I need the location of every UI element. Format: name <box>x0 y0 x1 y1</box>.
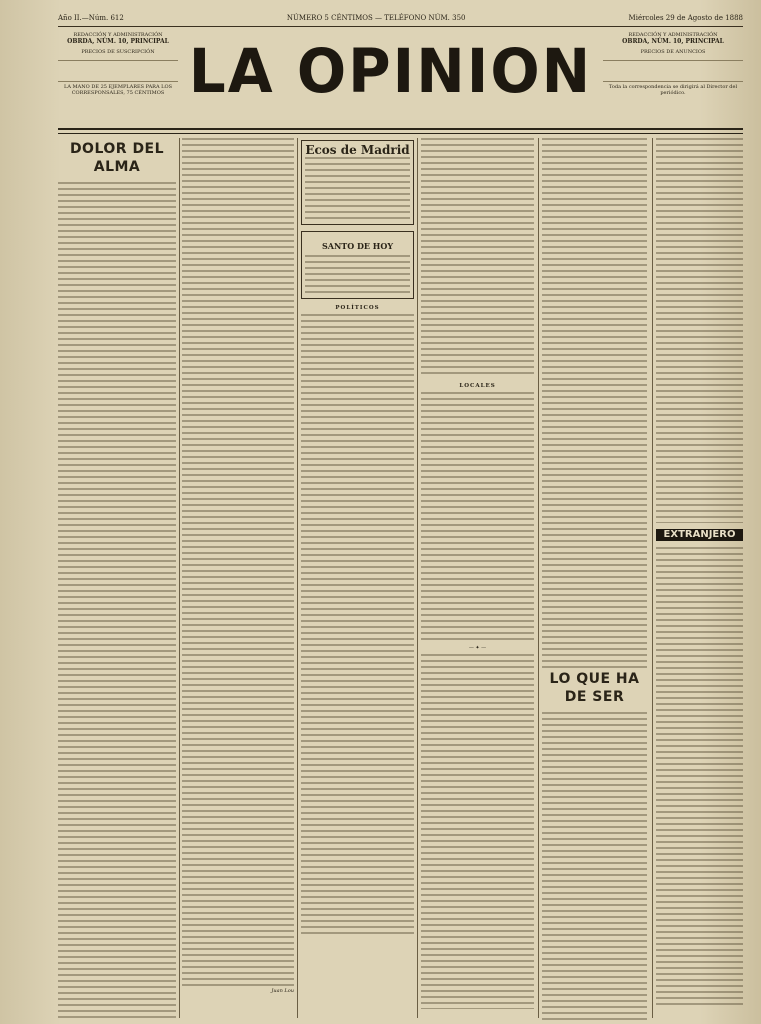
ads-table <box>603 60 743 82</box>
article-body-filler <box>542 712 647 1020</box>
column-4 <box>421 138 534 1020</box>
masthead <box>58 32 743 112</box>
issue-number: Año II.—Núm. 612 <box>58 14 124 22</box>
column-6 <box>656 138 743 1020</box>
column-3 <box>301 138 414 1020</box>
ecos-title: Ecos de Madrid <box>305 143 410 157</box>
article-body-filler <box>656 138 743 523</box>
column-1 <box>58 138 176 1020</box>
right-footer: Toda la correspondencia se dirigirá al Director del periódico. <box>608 83 738 96</box>
price-phone: NÚMERO 5 CÉNTIMOS — TELÉFONO NÚM. 350 <box>286 14 466 22</box>
column-2 <box>182 138 294 1020</box>
locales-title: LOCALES <box>459 383 496 389</box>
left-heading: REDACCIÓN Y ADMINISTRACIÓN <box>73 32 163 38</box>
santo-box <box>301 231 414 299</box>
article-body-filler <box>182 138 294 988</box>
right-body: PRECIOS DE ANUNCIOS <box>640 49 706 55</box>
article-body-filler <box>58 182 176 1020</box>
subscription-table <box>58 60 178 82</box>
locales-body <box>421 392 534 642</box>
politicos-body <box>301 314 414 934</box>
article-body-filler <box>421 138 534 378</box>
right-address: OBRDA, NÚM. 10, PRINCIPAL <box>622 37 724 45</box>
issue-date: Miércoles 29 de Agosto de 1888 <box>628 14 743 22</box>
masthead-left-box <box>58 32 178 97</box>
masthead-rule <box>58 128 743 134</box>
right-heading: REDACCIÓN Y ADMINISTRACIÓN <box>628 32 718 38</box>
top-info-line <box>58 14 743 27</box>
article-body-filler <box>656 547 743 1007</box>
santo-title: SANTO DE HOY <box>321 241 394 252</box>
ecos-box <box>301 140 414 225</box>
article-title-lo-que-ha-de-ser: LO QUE HA DE SER <box>549 671 640 705</box>
article-title-dolor: DOLOR DEL ALMA <box>69 141 165 175</box>
weather-table <box>305 157 410 221</box>
santo-body <box>305 255 410 295</box>
article-body-filler <box>542 138 647 668</box>
separator: — ✦ — <box>468 645 487 652</box>
column-5 <box>542 138 647 1020</box>
article-signature: Juan Lou <box>271 988 294 994</box>
article-body-filler <box>421 654 534 1009</box>
left-address: OBRDA, NÚM. 10, PRINCIPAL <box>67 37 169 45</box>
masthead-right-box <box>603 32 743 97</box>
politicos-title: POLÍTICOS <box>335 305 380 312</box>
left-footer: LA MANO DE 25 EJEMPLARES PARA LOS CORRESPONSALES, 75 CÉNTIMOS <box>64 83 172 96</box>
extranjero-banner: EXTRANJERO <box>656 529 743 541</box>
newspaper-title: LA OPINION <box>188 35 593 107</box>
left-body: PRECIOS DE SUSCRIPCIÓN <box>81 49 155 55</box>
article-columns <box>58 138 743 1020</box>
